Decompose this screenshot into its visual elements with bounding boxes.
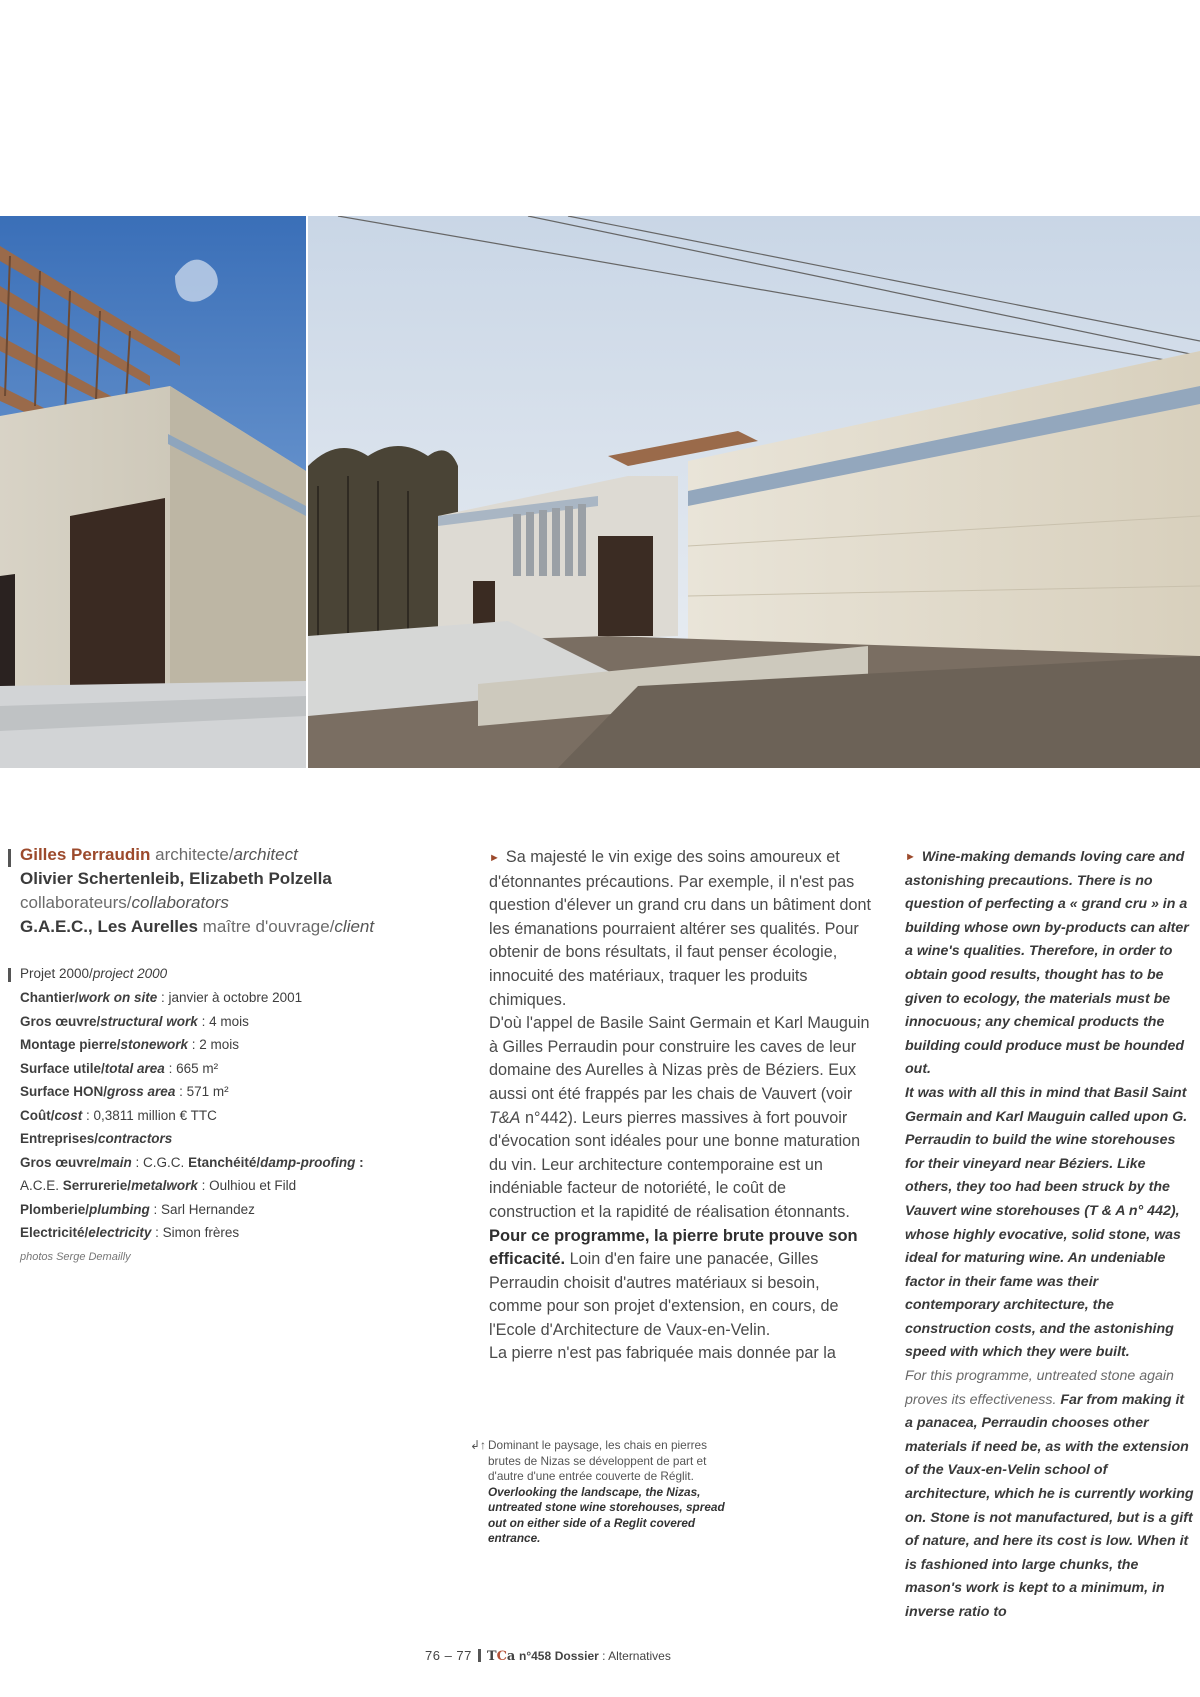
photo-caption [470,1438,730,1547]
spec-value: : 571 m² [175,1084,229,1099]
metal-key-en: metalwork [131,1178,198,1193]
english-paragraph-3 [905,1365,1195,1625]
client-line [20,917,374,937]
main-key-en: main [100,1154,132,1170]
elec-value: : Simon frères [151,1225,240,1240]
building-photo-left [0,216,306,768]
french-p2b-text: n°442). Leurs pierres massives à fort pouvoir d'évocation sont idéales pour une bonne maturation du vin. Leur architecture contemporaine est un indéniable facteur de notoriété, le coût de construction et la rapidité de réalisation étonnants. [489,1108,861,1221]
contractor-metal-line [20,1178,296,1193]
french-p4-text: La pierre n'est pas fabriquée mais donnée par la [489,1344,836,1363]
spec-key-en: structural work [100,1013,198,1029]
english-p3-lead: For this programme, untreated stone again proves its effectiveness. [905,1368,1174,1408]
spec-row [20,1061,218,1076]
french-p1-text: Sa majesté le vin exige des soins amoureux et d'étonnantes précautions. Par exemple, il n'est pas question d'élever un grand cru dans un bâtiment dont les émanations pourraient altérer ses qualités. Pour obtenir de bons résultats, il faut penser écologie, innocuité des matériaux, traquer les produits chimiques. [489,848,871,1009]
client-name: G.A.E.C., Les Aurelles [20,917,198,936]
contractor-plumbing-line [20,1202,255,1217]
spec-value: : 665 m² [164,1060,219,1076]
project-marker-bar [8,968,11,982]
caption-en: Overlooking the landscape, the Nizas, untreated stone wine storehouses, spread out on either side of a Reglit covered entrance. [488,1484,725,1545]
page-footer [425,1648,671,1664]
spec-row [20,1084,229,1099]
footer-separator [478,1649,481,1662]
section-topic: : Alternatives [598,1649,671,1663]
french-paragraph-2 [489,1012,871,1224]
plumb-value: : Sarl Hernandez [149,1201,255,1217]
caption-fr: Dominant le paysage, les chais en pierres brutes de Nizas se développent de part et d'autre d'une entrée couverte de Réglit. [488,1438,708,1483]
arrow-bullet-icon: ► [905,851,916,863]
french-p2a-text: D'où l'appel de Basile Saint Germain et Karl Mauguin à Gilles Perraudin pour construire les caves de leur domaine des Aurelles à Nizas près de Béziers. Eux aussi ont été frappés par les chais de Vauvert (voir [489,1014,870,1103]
metal-key-fr: Serrurerie/ [62,1178,132,1193]
spec-row [20,1014,249,1029]
logo-mid: C [496,1649,507,1664]
french-paragraph-1 [489,846,871,1012]
logo-t: T [486,1649,497,1664]
spec-key-fr: Entreprises/ [20,1131,99,1146]
magazine-logo [487,1649,515,1664]
french-p3-text: Loin d'en faire une panacée, Gilles Perraudin choisit d'autres matériaux si besoin, comme pour son projet d'extension, en cours, de l'Ecole d'Architecture de Vaux-en-Velin. [489,1250,839,1339]
french-paragraph-4 [489,1342,871,1366]
spec-key-en: cost [54,1107,83,1123]
client-role-fr: maître d'ouvrage/ [197,917,335,936]
photo-credit: photos Serge Demailly [20,1251,131,1263]
spec-value: : 4 mois [197,1013,249,1029]
issue-number: n°458 [518,1649,552,1663]
spec-row [20,1131,172,1146]
collaborators-role-en: collaborators [131,893,229,912]
project-label-en: project 2000 [92,966,168,981]
main-key-fr: Gros œuvre/ [20,1154,101,1170]
photo-left-image [0,216,306,768]
elec-key-fr: Electricité/ [20,1225,89,1240]
collaborators-role-fr: collaborateurs/ [20,893,132,912]
project-label: Projet 2000/ [20,966,93,981]
english-p2-text: It was with all this in mind that Basil Saint Germain and Karl Mauguin called upon G. Perraudin to build the wine storehouses for their vineyard near Béziers. Like others, they too had been struck by the Vauvert wine storehouses (T & A n° 442), whose highly evocative, solid stone, was ideal for maturing wine. An undeniable factor in their fame was their contemporary architecture, the construction costs, and the astonishing speed with which they were built. [905,1084,1188,1361]
french-p3-lead: Pour ce programme, la pierre brute prouve son efficacité. [489,1226,858,1269]
damp-key-fr: Etanchéité/ [188,1154,261,1170]
english-paragraph-1 [905,846,1195,1082]
corner-arrow-icon: ↲↑ [470,1438,487,1452]
collaborators-names [20,869,332,889]
architect-role-fr: architecte/ [150,845,234,864]
english-p1-text: Wine-making demands loving care and astonishing precautions. There is no question of perfecting a « grand cru » in a building whose own by-products can alter a wine's qualities. Therefore, in order to obtain good results, thought has to be given to ecology, the materials must be innocuous; any chemical products the building could produce must be hounded out. [905,849,1189,1078]
spec-key-fr: Chantier/ [20,990,79,1005]
spec-key-fr: Surface utile/ [20,1060,105,1076]
spec-key-fr: Coût/ [20,1107,55,1123]
french-p2-ref: T&A [489,1108,521,1127]
spec-key-en: work on site [78,990,158,1005]
spec-key-en: total area [104,1060,165,1076]
spec-key-fr: Surface HON/ [20,1084,108,1099]
photo-right-image [308,216,1200,768]
spec-key-fr: Montage pierre/ [20,1037,121,1052]
spec-key-en: contractors [98,1131,173,1146]
contractor-electricity-line [20,1225,239,1240]
english-paragraph-2 [905,1082,1195,1365]
page-numbers: 76 – 77 [425,1648,472,1663]
damp-separator: : [355,1154,364,1170]
architect-name: Gilles Perraudin [20,845,151,864]
spec-row [20,990,302,1005]
arrow-bullet-icon: ► [489,852,500,864]
logo-a: a [506,1649,516,1664]
spec-value: : 2 mois [188,1037,240,1052]
english-p3-text: Far from making it a panacea, Perraudin chooses other materials if need be, as with the extension of the Vaux-en-Velin school of architecture, which he is currently working on. Stone is not manufactured, but is a gift of nature, and here its cost is low. When it is fashioned into large chunks, the mason's work is kept to a minimum, in inverse ratio to [905,1391,1194,1620]
spec-key-en: gross area [107,1084,176,1099]
damp-key-en: damp-proofing [260,1154,356,1170]
elec-key-en: electricity [88,1225,152,1240]
credit-marker-bar [8,849,11,867]
plumb-key-en: plumbing [89,1201,150,1217]
architect-line [20,845,298,865]
collaborators-names-text: Olivier Schertenleib, Elizabeth Polzella [20,869,332,888]
french-text-column [489,846,871,1366]
french-paragraph-3 [489,1225,871,1343]
building-photo-right [308,216,1200,768]
section-dossier: Dossier [554,1649,599,1663]
main-value: : C.G.C. [131,1154,189,1170]
plumb-key-fr: Plomberie/ [20,1201,90,1217]
spec-value: : janvier à octobre 2001 [157,990,303,1005]
english-text-column [905,846,1195,1625]
metal-value: : Oulhiou et Fild [197,1178,297,1193]
project-line [20,966,167,981]
spec-key-en: stonework [120,1037,189,1052]
contractor-main-line [20,1155,364,1170]
architect-role-en: architect [233,845,298,864]
spec-value: : 0,3811 million € TTC [82,1107,217,1123]
spec-row [20,1037,239,1052]
client-role-en: client [334,917,375,936]
collaborators-role [20,893,229,913]
spec-row [20,1108,217,1123]
spec-key-fr: Gros œuvre/ [20,1013,101,1029]
ace-value: A.C.E. [20,1178,63,1193]
